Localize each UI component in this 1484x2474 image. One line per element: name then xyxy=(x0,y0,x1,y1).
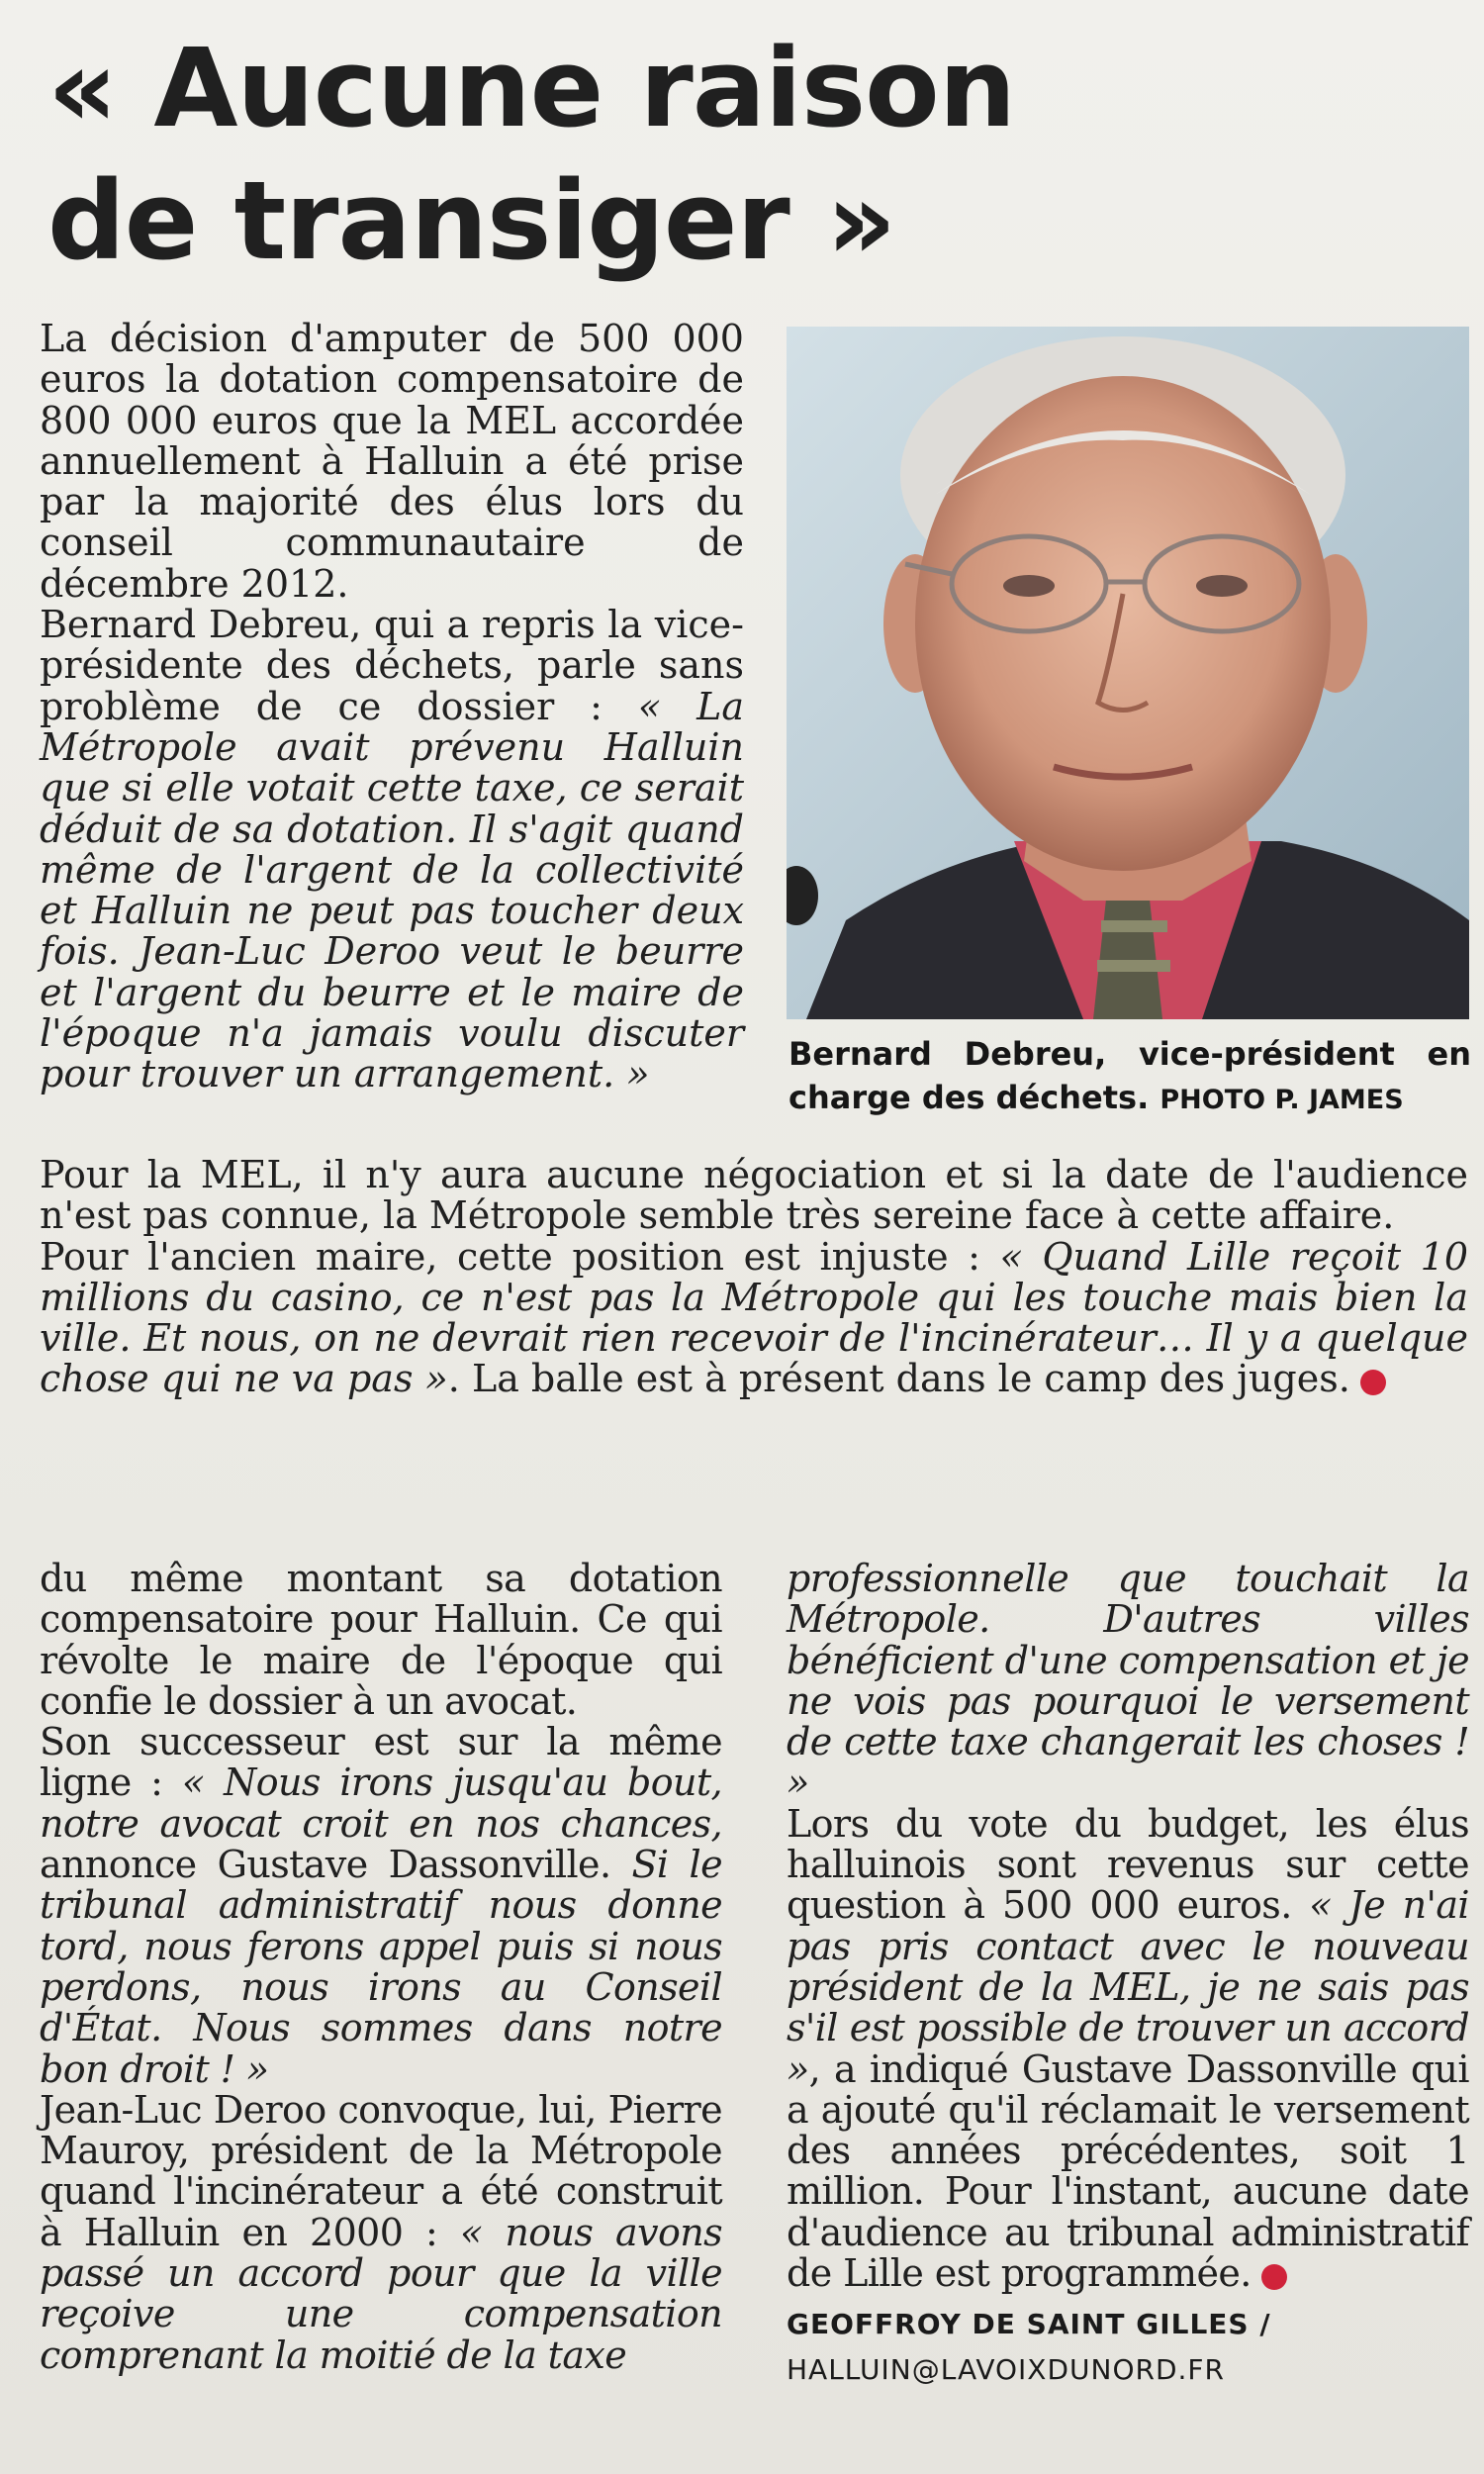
intro-column xyxy=(40,319,744,1095)
portrait-photo xyxy=(787,327,1469,1019)
headline xyxy=(47,22,1015,287)
author-email: HALLUIN@LAVOIXDUNORD.FR xyxy=(787,2353,1225,2387)
paragraph: Pour la MEL, il n'y aura aucune négociation et si la date de l'audience n'est pas connue, la Métropole semble très sereine face à cette affaire. xyxy=(40,1153,1468,1238)
end-dot xyxy=(1261,2264,1287,2290)
quote: « Quand Lille reçoit 10 millions du casino, ce n'est pas la Métropole qui les touche mais bien la ville. Et nous, on ne devrait rien recevoir de l'incinérateur… Il y a quelque chose qui ne va pas » xyxy=(40,1234,1469,1401)
portrait-illustration xyxy=(787,327,1469,1019)
paragraph: du même montant sa dotation compensatoire pour Halluin. Ce qui révolte le maire de l'époque qui confie le dossier à un avocat. xyxy=(40,1557,722,1723)
author-name: GEOFFROY DE SAINT GILLES / xyxy=(787,2308,1271,2341)
paragraph: Son successeur est sur la même ligne : « Nous irons jusqu'au bout, notre avocat croit en nos chances, annonce Gustave Dassonville. Si le tribunal administratif nous donne tord, nous ferons appel puis si nous perdons, nous irons au Conseil d'État. Nous sommes dans notre bon droit ! » xyxy=(40,1720,722,2091)
photo-credit: PHOTO P. JAMES xyxy=(1159,1085,1404,1115)
paragraph: La décision d'amputer de 500 000 euros la dotation compensatoire de 800 000 euros que la MEL accordée annuellement à Halluin a été prise par la majorité des élus lors du conseil communautaire de décembre 2012. xyxy=(40,317,744,606)
paragraph: Jean-Luc Deroo convoque, lui, Pierre Mauroy, président de la Métropole quand l'incinérateur a été construit à Halluin en 2000 : « nous avons passé un accord pour que la ville reçoive une compensation comprenant la moitié de la taxe xyxy=(40,2087,722,2377)
quote: professionnelle que touchait la Métropole. D'autres villes bénéficient d'une compensation et je ne vois pas pourquoi le versement de cette taxe changerait les choses ! » xyxy=(787,1557,1469,1805)
bottom-left-column xyxy=(40,1559,722,2376)
paragraph xyxy=(787,1559,1469,1804)
byline xyxy=(787,2302,1469,2393)
quote: « Nous irons jusqu'au bout, notre avocat croit en nos chances, xyxy=(40,1760,722,1846)
quote: Si le tribunal administratif nous donne tord, nous ferons appel puis si nous perdons, nous irons au Conseil d'État. Nous sommes dans notre bon droit ! » xyxy=(40,1843,722,2091)
bottom-right-column xyxy=(787,1559,1469,2393)
quote: « Je n'ai pas pris contact avec le nouveau président de la MEL, je ne sais pas s'il est possible de trouver un accord » xyxy=(787,1883,1469,2091)
caption-text: Bernard Debreu, vice-président en charge des déchets. xyxy=(788,1035,1471,1116)
paragraph: Pour l'ancien maire, cette position est injuste : « Quand Lille reçoit 10 millions du casino, ce n'est pas la Métropole qui les touche mais bien la ville. Et nous, on ne devrait rien recevoir de l'incinérateur… Il y a quelque chose qui ne va pas ». La balle est à présent dans le camp des juges. xyxy=(40,1234,1469,1401)
wide-paragraphs xyxy=(40,1155,1468,1400)
paragraph: Lors du vote du budget, les élus halluinois sont revenus sur cette question à 500 000 euros. « Je n'ai pas pris contact avec le nouveau président de la MEL, je ne sais pas s'il est possible de trouver un accord », a indiqué Gustave Dassonville qui a ajouté qu'il réclamait le versement des années précédentes, soit 1 million. Pour l'instant, aucune date d'audience au tribunal administratif de Lille est programmée. xyxy=(787,1801,1469,2296)
paragraph: Bernard Debreu, qui a repris la vice-présidente des déchets, parle sans problème de ce dossier : « La Métropole avait prévenu Halluin que si elle votait cette taxe, ce serait déduit de sa dotation. Il s'agit quand même de l'argent de la collectivité et Halluin ne peut pas toucher deux fois. Jean-Luc Deroo veut le beurre et l'argent du beurre et le maire de l'époque n'a jamais voulu discuter pour trouver un arrangement. » xyxy=(40,603,744,1096)
headline-line-1: « Aucune raison xyxy=(47,25,1016,151)
quote: « nous avons passé un accord pour que la ville reçoive une compensation comprenant la moitié de la taxe xyxy=(40,2210,722,2377)
quote: « La Métropole avait prévenu Halluin que si elle votait cette taxe, ce serait déduit de sa dotation. Il s'agit quand même de l'argent de la collectivité et Halluin ne peut pas toucher deux fois. Jean-Luc Deroo veut le beurre et l'argent du beurre et le maire de l'époque n'a jamais voulu discuter pour trouver un arrangement. » xyxy=(40,684,744,1096)
end-dot xyxy=(1360,1370,1386,1395)
headline-line-2: de transiger » xyxy=(47,157,896,284)
photo-caption xyxy=(788,1032,1471,1122)
